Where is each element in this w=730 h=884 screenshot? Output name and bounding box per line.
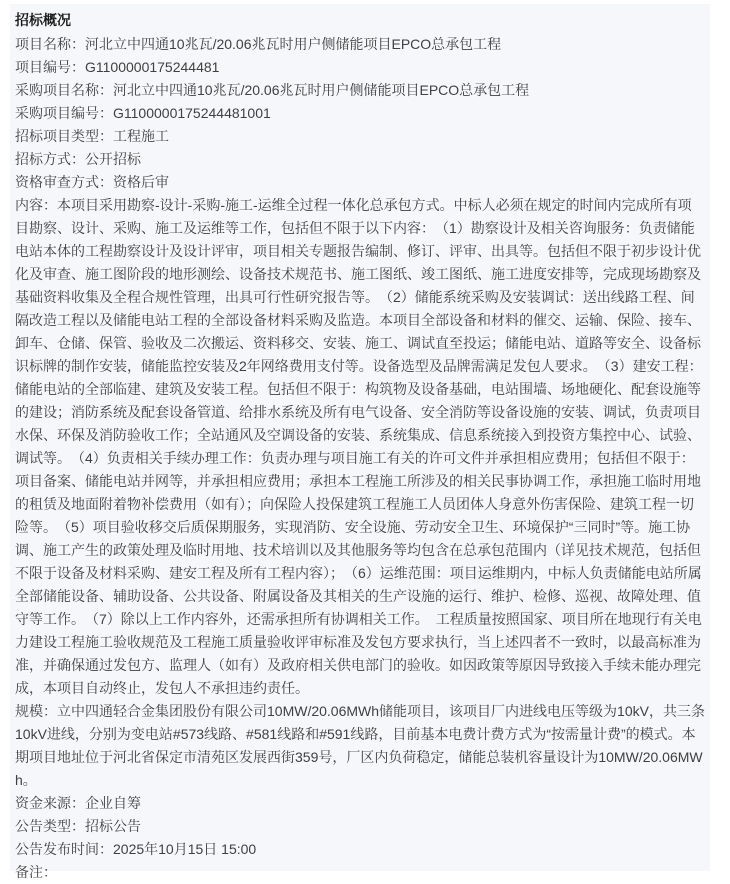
- field-announcement-type: [15, 815, 705, 838]
- field-procurement-project-number: [15, 102, 705, 125]
- field-qualification-review-method: [15, 171, 705, 194]
- field-value: 资格后审: [113, 174, 169, 190]
- field-label: 招标项目类型：: [15, 128, 113, 144]
- field-value: 本项目采用勘察-设计-采购-施工-运维全过程一体化总承包方式。中标人必须在规定的时间内完成所有项目勘察、设计、采购、施工及运维等工作，包括但不限于以下内容： （1）勘察设计及相关咨询服务：负责储能电站本体的工程勘察设计及设计评审，项目相关专题报告编制、修订、评审、出具等。包括但不限于初步设计优化及审查、施工图阶段的地形测绘、设备技术规范书、施工图纸、竣工图纸、施工进度安排等，完成现场勘察及基础资料收集及全程合规性管理，出具可行性研究报告等。 （2）储能系统采购及安装调试：送出线路工程、间隔改造工程以及储能电站工程的全部设备材料采购及监造。本项目全部设备和材料的催交、运输、保险、接车、卸车、仓储、保管、验收及二次搬运、资料移交、安装、施工、调试直至投运；储能电站、道路等安全、设备标识标牌的制作安装，储能监控安装及2年网络费用支付等。设备选型及品牌需满足发包人要求。 （3）建安工程：储能电站的全部临建、建筑及安装工程。包括但不限于：构筑物及设备基础，电站围墙、场地硬化、配套设施等的建设；消防系统及配套设备管道、给排水系统及所有电气设备、安全消防等设备设施的安装、调试，负责项目水保、环保及消防验收工作；全站通风及空调设备的安装、系统集成、信息系统接入到投资方集控中心、试验、调试等。 （4）负责相关手续办理工作：负责办理与项目施工有关的许可文件并承担相应费用；包括但不限于：项目备案、储能电站并网等，并承担相应费用；承担本工程施工所涉及的相关民事协调工作，承担施工临时用地的租赁及地面附着物补偿费用（如有）；向保险人投保建筑工程施工人员团体人身意外伤害保险、建筑工程一切险等。 （5）项目验收移交后质保期服务，实现消防、安全设施、劳动安全卫生、环境保护“三同时”等。施工协调、施工产生的政策处理及临时用地、技术培训以及其他服务等均包含在总承包范围内（详见技术规范，包括但不限于设备及材料采购、建安工程及所有工程内容）； （6）运维范围：项目运维期内，中标人负责储能电站所属全部储能设备、辅助设备、公共设备、附属设备及其相关的生产设施的运行、维护、检修、巡视、故障处理、值守等工作。 （7）除以上工作内容外，还需承担所有协调相关工作。 工程质量按照国家、项目所在地现行有关电力建设工程施工验收规范及工程施工质量验收评审标准及发包方要求执行，当上述四者不一致时，以最高标准为准，并确保通过发包方、监理人（如有）及政府相关供电部门的验收。如因政策等原因导致接入手续未能办理完成，本项目自动终止，发包人不承担违约责任。: [15, 197, 703, 696]
- field-project-number: [15, 56, 705, 79]
- field-label: 规模：: [15, 703, 57, 719]
- field-value: 招标公告: [85, 818, 141, 834]
- field-scale: [15, 700, 705, 792]
- section-title: 招标概况: [15, 12, 71, 28]
- field-value: 立中四通轻合金集团股份有限公司10MW/20.06MWh储能项目，该项目厂内进线电压等级为10kV，共三条10kV进线，分别为变电站#573线路、#581线路和#591线路，目前基本电费计费方式为“按需量计费”的模式。本期项目地址位于河北省保定市清苑区发展西街359号，厂区内负荷稳定，储能总装机容量设计为10MW/20.06MWh。: [15, 703, 705, 788]
- field-remarks: [15, 861, 705, 884]
- field-value: 企业自筹: [85, 795, 141, 811]
- field-procurement-project-name: [15, 79, 705, 102]
- field-project-name: [15, 33, 705, 56]
- field-label: 内容：: [15, 197, 57, 213]
- field-value: 工程施工: [113, 128, 169, 144]
- field-label: 采购项目编号：: [15, 105, 113, 121]
- field-label: 采购项目名称：: [15, 82, 113, 98]
- field-label: 公告类型：: [15, 818, 85, 834]
- field-value: 河北立中四通10兆瓦/20.06兆瓦时用户侧储能项目EPCO总承包工程: [85, 36, 502, 52]
- field-value: G1100000175244481: [85, 59, 220, 75]
- field-announcement-publish-time: [15, 838, 705, 861]
- field-value: G1100000175244481001: [113, 105, 271, 121]
- field-value: 2025年10月15日 15:00: [113, 841, 257, 857]
- field-tender-method: [15, 148, 705, 171]
- field-tender-project-type: [15, 125, 705, 148]
- field-content: [15, 194, 705, 700]
- tender-overview-panel: [10, 4, 710, 880]
- field-label: 招标方式：: [15, 151, 85, 167]
- field-value: 公开招标: [85, 151, 141, 167]
- field-label: 项目名称：: [15, 36, 85, 52]
- field-label: 公告发布时间：: [15, 841, 113, 857]
- field-value: 河北立中四通10兆瓦/20.06兆瓦时用户侧储能项目EPCO总承包工程: [113, 82, 530, 98]
- field-label: 备注：: [15, 864, 57, 880]
- field-label: 资金来源：: [15, 795, 85, 811]
- field-funding-source: [15, 792, 705, 815]
- field-label: 项目编号：: [15, 59, 85, 75]
- field-label: 资格审查方式：: [15, 174, 113, 190]
